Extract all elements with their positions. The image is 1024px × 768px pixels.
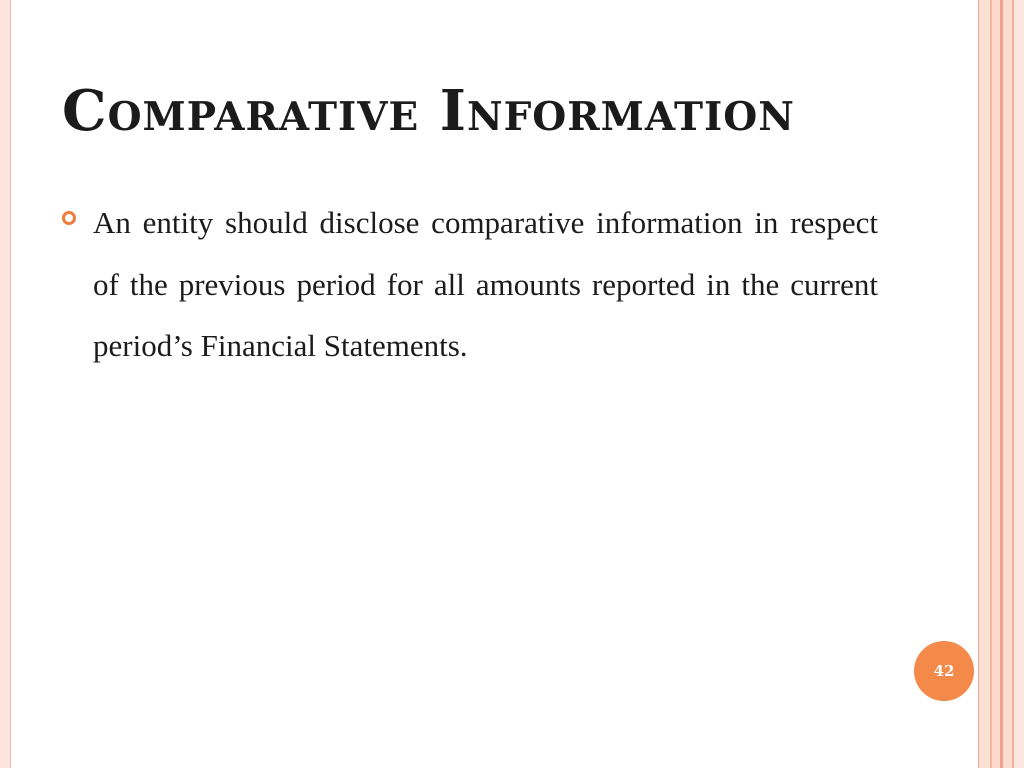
right-border-stripe (1014, 0, 1024, 768)
left-border-decoration (0, 0, 10, 768)
page-number-badge (914, 641, 974, 701)
bullet-text: An entity should disclose comparative information in respect of the previous period for all amounts reported in the current period’s Financial Statements. (93, 205, 878, 363)
right-border-stripe (992, 0, 1000, 768)
page-number: 42 (933, 662, 955, 680)
slide-title: Comparative Information (62, 78, 795, 144)
bullet-circle-icon (62, 211, 76, 225)
right-border-stripe (979, 0, 990, 768)
left-border-line (10, 0, 11, 768)
right-border-stripe (1003, 0, 1012, 768)
